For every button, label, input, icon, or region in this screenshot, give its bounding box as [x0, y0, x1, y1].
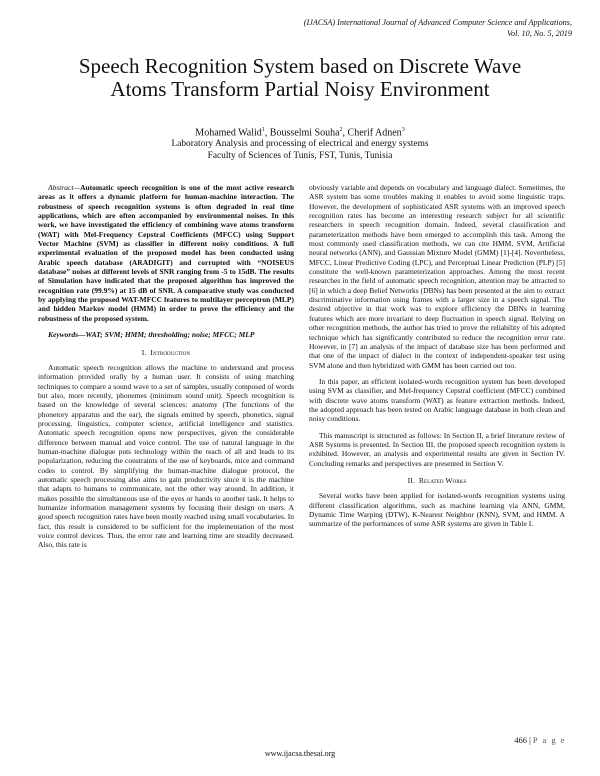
right-column [309, 183, 565, 536]
footer-url[interactable]: www.ijacsa.thesai.org [264, 749, 336, 758]
section-1-title: Introduction [150, 347, 191, 357]
author-1: Mohamed Walid [195, 127, 262, 139]
abstract-text: Automatic speech recognition is one of the most active research areas as it offers a dynamic platform for human-machine interaction. The robustness of speech recognition systems is often degraded in real time applications, which are often accompanied by environmental noises. In this work, we have investigated the efficiency of combining wave atoms transform (WAT) with Mel-Frequency Cepstral Coefficients (MFCC) using Support Vector Machine (SVM) as classifier in different noisy conditions. A full experimental evaluation of the proposed model has been conducted using Arabic speech database (ARADIGIT) and corrupted with “NOISEUS database” noises at different levels of SNR ranging from -5 to 15dB. The results of Simulation have indicated that the proposed algorithm has improved the recognition rate (99.9%) at 15 dB of SNR. A comparative study was conducted by applying the proposed WAT-MFCC features to multilayer perceptron (MLP) and hidden Markov model (HMM) in order to prove the efficiency and the robustness of the proposed system. [38, 183, 294, 323]
author-list: Mohamed Walid$^1$, Bousselmi Souha$^2$, Cherif Adnen$^3$ [195, 127, 405, 139]
page-label: P a g e [532, 735, 566, 745]
intro-paragraph-1-continued: obviously variable and depends on vocabulary and language dialect. Sometimes, the ASR system has some troubles making it enables to avoid some linguistic traps. However, the development of sophisticated ASR systems with an improved speech recognition rates has become an interesting research subject for all scientific researchers in speech recognition domain. Indeed, several classification and parameterization methods have been emerged to accomplish this task. Among the most commonly used classification methods, we can cite HMM, SVM, Artificial neural networks (ANN), and Gaussian Mixture Model (GMM) [1]-[4]. Nevertheless, MFCC, Linear Predictive Coding (LPC), and Perceptual Linear Prediction (PLP) [5] constitute the well-known parameterization approaches. Among the most recent researches in the field of automatic speech recognition, attention may be attracted to [6] in which a deep Belief Networks (DBNs) has been presented at the aim to extract discriminative information using frames with a larger size in a speech signal. The desired objective in that work was to explore efficiency the DBNs in learning features which are more invariant to deep fluctuation in speech signal. Relying on other recognition methods, the author has tried to prove the reliability of his adopted technique which has significantly contributed to reduce the recognition error rate. However, in [7] an analysis of the impact of database size has been performed and that one of the impact of dialect in the context of independent-speaker test using SVM alone and then hybridized with GMM has been carried out too. [309, 183, 565, 370]
affiliation-line2: Faculty of Sciences of Tunis, FST, Tunis, Tunisia [207, 151, 393, 161]
section-1-heading [38, 348, 294, 357]
author-3: Cherif Adnen [347, 127, 402, 139]
journal-header-line2: Vol. 10, No. 5, 2019 [506, 28, 572, 38]
author-3-sup: 3 [401, 127, 405, 133]
intro-paragraph-1: Automatic speech recognition allows the machine to understand and process information provided orally by a human user. It consists of using matching techniques to compare a sound wave to a set of samples, usually composed of words but also, more recently, phonemes (minimum sound unit). Speech recognition is based on the knowledge of several sciences: anatomy (The functions of the phonetory apparatus and the ear), the signals emitted by speech, phonetics, signal processing, linguistics, computer science, artificial intelligence and statistics. Automatic speech recognition opens new perspectives, given the considerable difference between manual and voice control. The use of natural language in the human-machine dialogue puts technology within the reach of all and leads to its popularization, reducing the constraints of the use of keyboards, mice and command codes to control. By simplifying the human-machine dialogue protocol, the automatic speech processing also aims to gain productivity since it is the machine that adapts to humans to communicate, not the other way around. In addition, it makes possible the simultaneous use of the eyes or hands to another task. It helps to humanize information management systems by focusing their design on users. A good speech recognition rates have been mostly reached using small vocabularies. In fact, this result is considered to be sufficient for the implementation of the most voice control devices. Thus, the error rate and learning time are steadily decreased. Also, this rate is [38, 362, 294, 550]
page-number-value: 466 [514, 735, 527, 745]
section-2-number: II. [407, 475, 415, 485]
abstract [38, 183, 294, 323]
journal-header-line1: (IJACSA) International Journal of Advanced Computer Science and Applications, [303, 18, 572, 27]
related-works-paragraph-1: Several works have been applied for isolated-words recognition systems using different classification algorithms, such as machine learning via ANN, GMM, Dynamic Time Warping (DTW), K-Nearest Neighbor (KNN), SVM, and HMM. A summarize of the performances of some ASR systems are given in Table I. [309, 491, 565, 529]
affiliation [24, 138, 576, 162]
author-1-sup: 1 [261, 127, 265, 133]
section-1-number: I. [141, 347, 147, 357]
author-2-sup: 2 [339, 127, 343, 133]
page-number: 466 | P a g e [514, 735, 566, 745]
intro-paragraph-3: This manuscript is structured as follows: In Section II, a brief literature review of ASR Systems is presented. In Section III, the proposed speech recognition system is exhibited. However, an analysis and experimental results are given in Section IV. Concluding remarks and perspectives are presented in Section V. [309, 430, 565, 468]
keywords: Keywords—WAT; SVM; HMM; thresholding; noise; MFCC; MLP [48, 330, 255, 340]
paper-title-line2: Atoms Transform Partial Noisy Environment [110, 77, 490, 101]
intro-paragraph-2: In this paper, an efficient isolated-words recognition system has been developed using SVM as classifier, and Mel-frequency Cepstral coefficient (MFCC) combined with discrete wave atoms transform (WAT) as feature extraction methods. Indeed, the adopted approach has been tested on Arabic language database in both clean and noisy conditions. [309, 376, 565, 424]
paper-title-line1: Speech Recognition System based on Discrete Wave [78, 54, 522, 78]
section-2-title: Related Works [418, 475, 467, 485]
affiliation-line1: Laboratory Analysis and processing of electrical and energy systems [171, 139, 429, 149]
author-2: Bousselmi Souha [269, 127, 340, 139]
journal-header [212, 18, 572, 39]
abstract-lead: Abstract— [48, 183, 81, 192]
left-column [38, 183, 294, 557]
section-2-heading [309, 476, 565, 485]
paper-title [24, 55, 576, 101]
